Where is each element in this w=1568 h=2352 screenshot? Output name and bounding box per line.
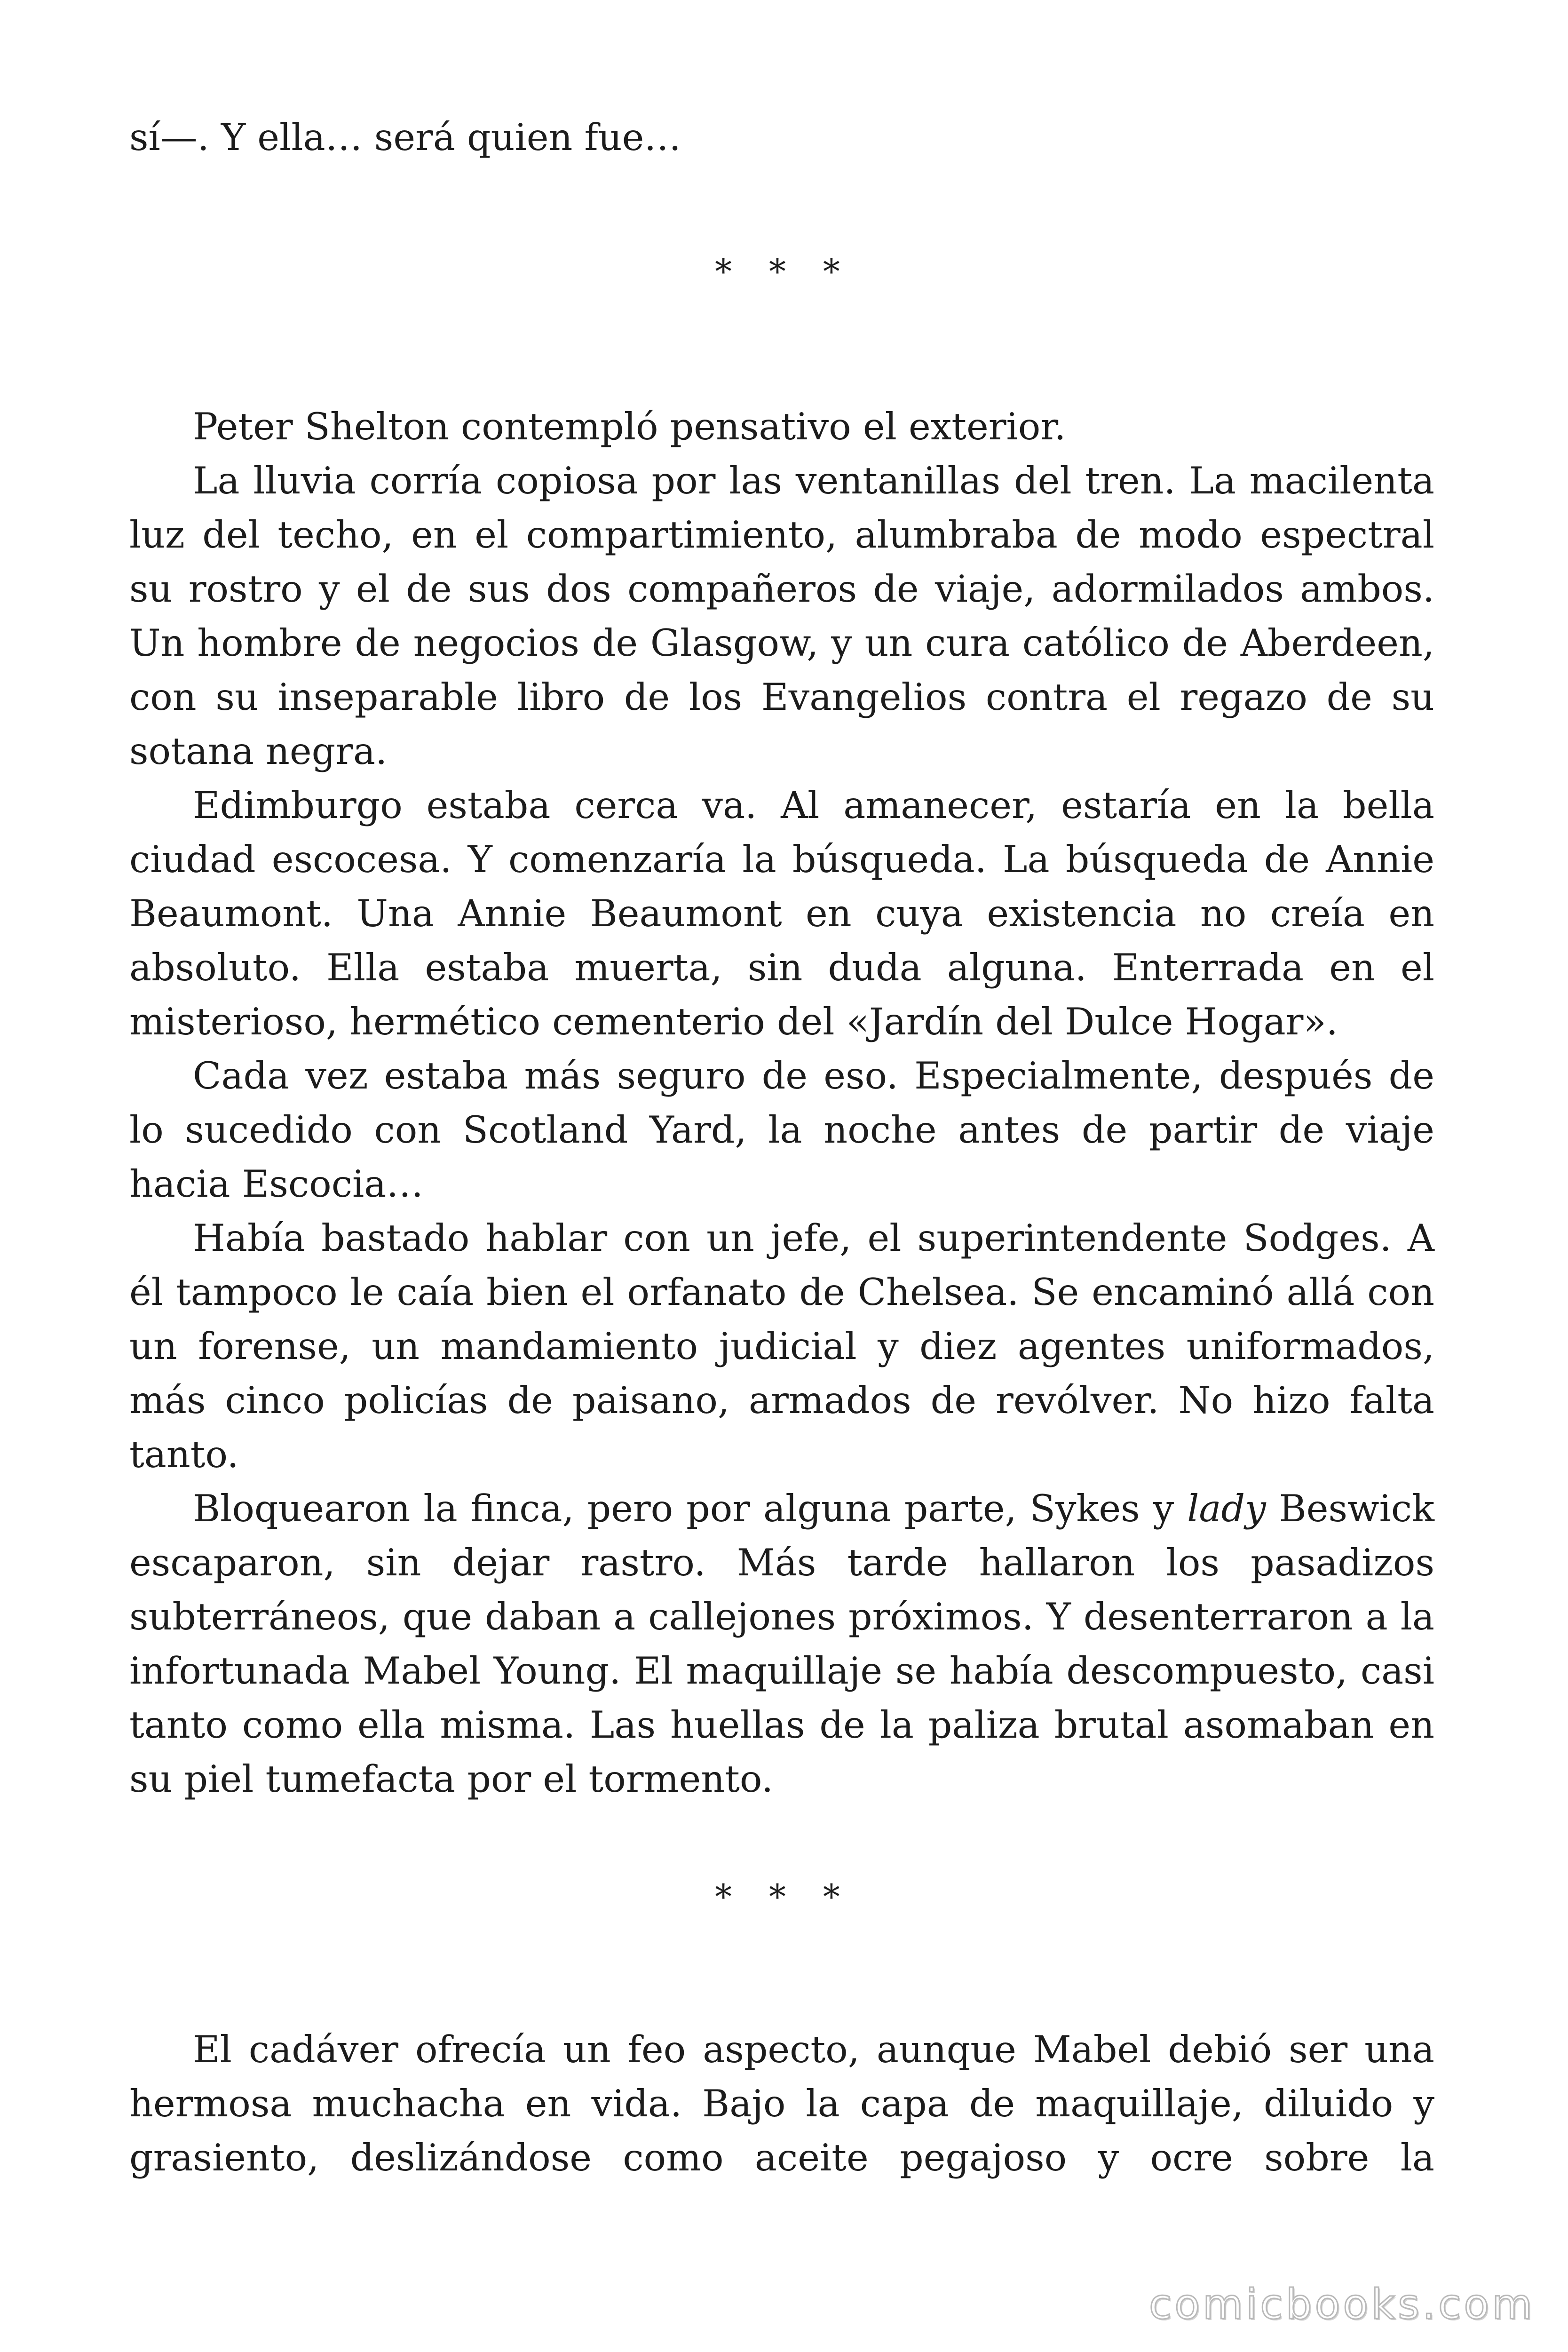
paragraph: Peter Shelton contempló pensativo el exterior.: [193, 405, 1066, 448]
section-separator-1: * * *: [715, 252, 853, 291]
paragraph: La lluvia corría copiosa por las ventanillas del tren. La macilenta luz del techo, en el compartimiento, alumbraba de modo espectral su rostro y el de sus dos compañeros de viaje, adormilados ambos. Un hombre de negocios de Glasgow, y un cura católico de Aberdeen, con su inseparable libro de los Evangelios contra el regazo de su sotana negra.: [129, 459, 1434, 773]
opening-line: sí—. Y ella… será quien fue…: [129, 116, 681, 159]
italic-word: lady: [1187, 1487, 1266, 1530]
paragraph: El cadáver ofrecía un feo aspecto, aunque Mabel debió ser una hermosa muchacha en vida. Bajo la capa de maquillaje, diluido y grasiento, deslizándose como aceite pegajoso y ocre sobre la: [129, 2028, 1434, 2179]
opening-fragment: [129, 111, 1434, 165]
paragraph: Edimburgo estaba cerca va. Al amanecer, estaría en la bella ciudad escocesa. Y comenzaría la búsqueda. La búsqueda de Annie Beaumont. Una Annie Beaumont en cuya existencia no creía en absoluto. Ella estaba muerta, sin duda alguna. Enterrada en el misterioso, hermético cementerio del «Jardín del Dulce Hogar».: [129, 784, 1434, 1043]
paragraph-lady-beswick: [129, 1482, 1434, 1806]
paragraph: Cada vez estaba más seguro de eso. Especialmente, después de lo sucedido con Scotland Yard, la noche antes de partir de viaje hacia Escocia…: [129, 1054, 1434, 1206]
paragraph-text: Bloquearon la finca, pero por alguna parte, Sykes y: [193, 1487, 1188, 1530]
paragraph: Había bastado hablar con un jefe, el superintendente Sodges. A él tampoco le caía bien el orfanato de Chelsea. Se encaminó allá con un forense, un mandamiento judicial y diez agentes uniformados, más cinco policías de paisano, armados de revólver. No hizo falta tanto.: [129, 1216, 1434, 1476]
section-2-body: [129, 400, 1434, 1806]
section-separator-2: * * *: [715, 1877, 853, 1916]
section-3-body: [129, 2023, 1434, 2185]
site-watermark: comicbooks.com: [1148, 2280, 1535, 2328]
paragraph-text: Beswick escaparon, sin dejar rastro. Más tarde hallaron los pasadizos subterráneos, que daban a callejones próximos. Y desenterraron a la infortunada Mabel Young. El maquillaje se había descompuesto, casi tanto como ella misma. Las huellas de la paliza brutal asomaban en su piel tumefacta por el tormento.: [129, 1487, 1435, 1801]
